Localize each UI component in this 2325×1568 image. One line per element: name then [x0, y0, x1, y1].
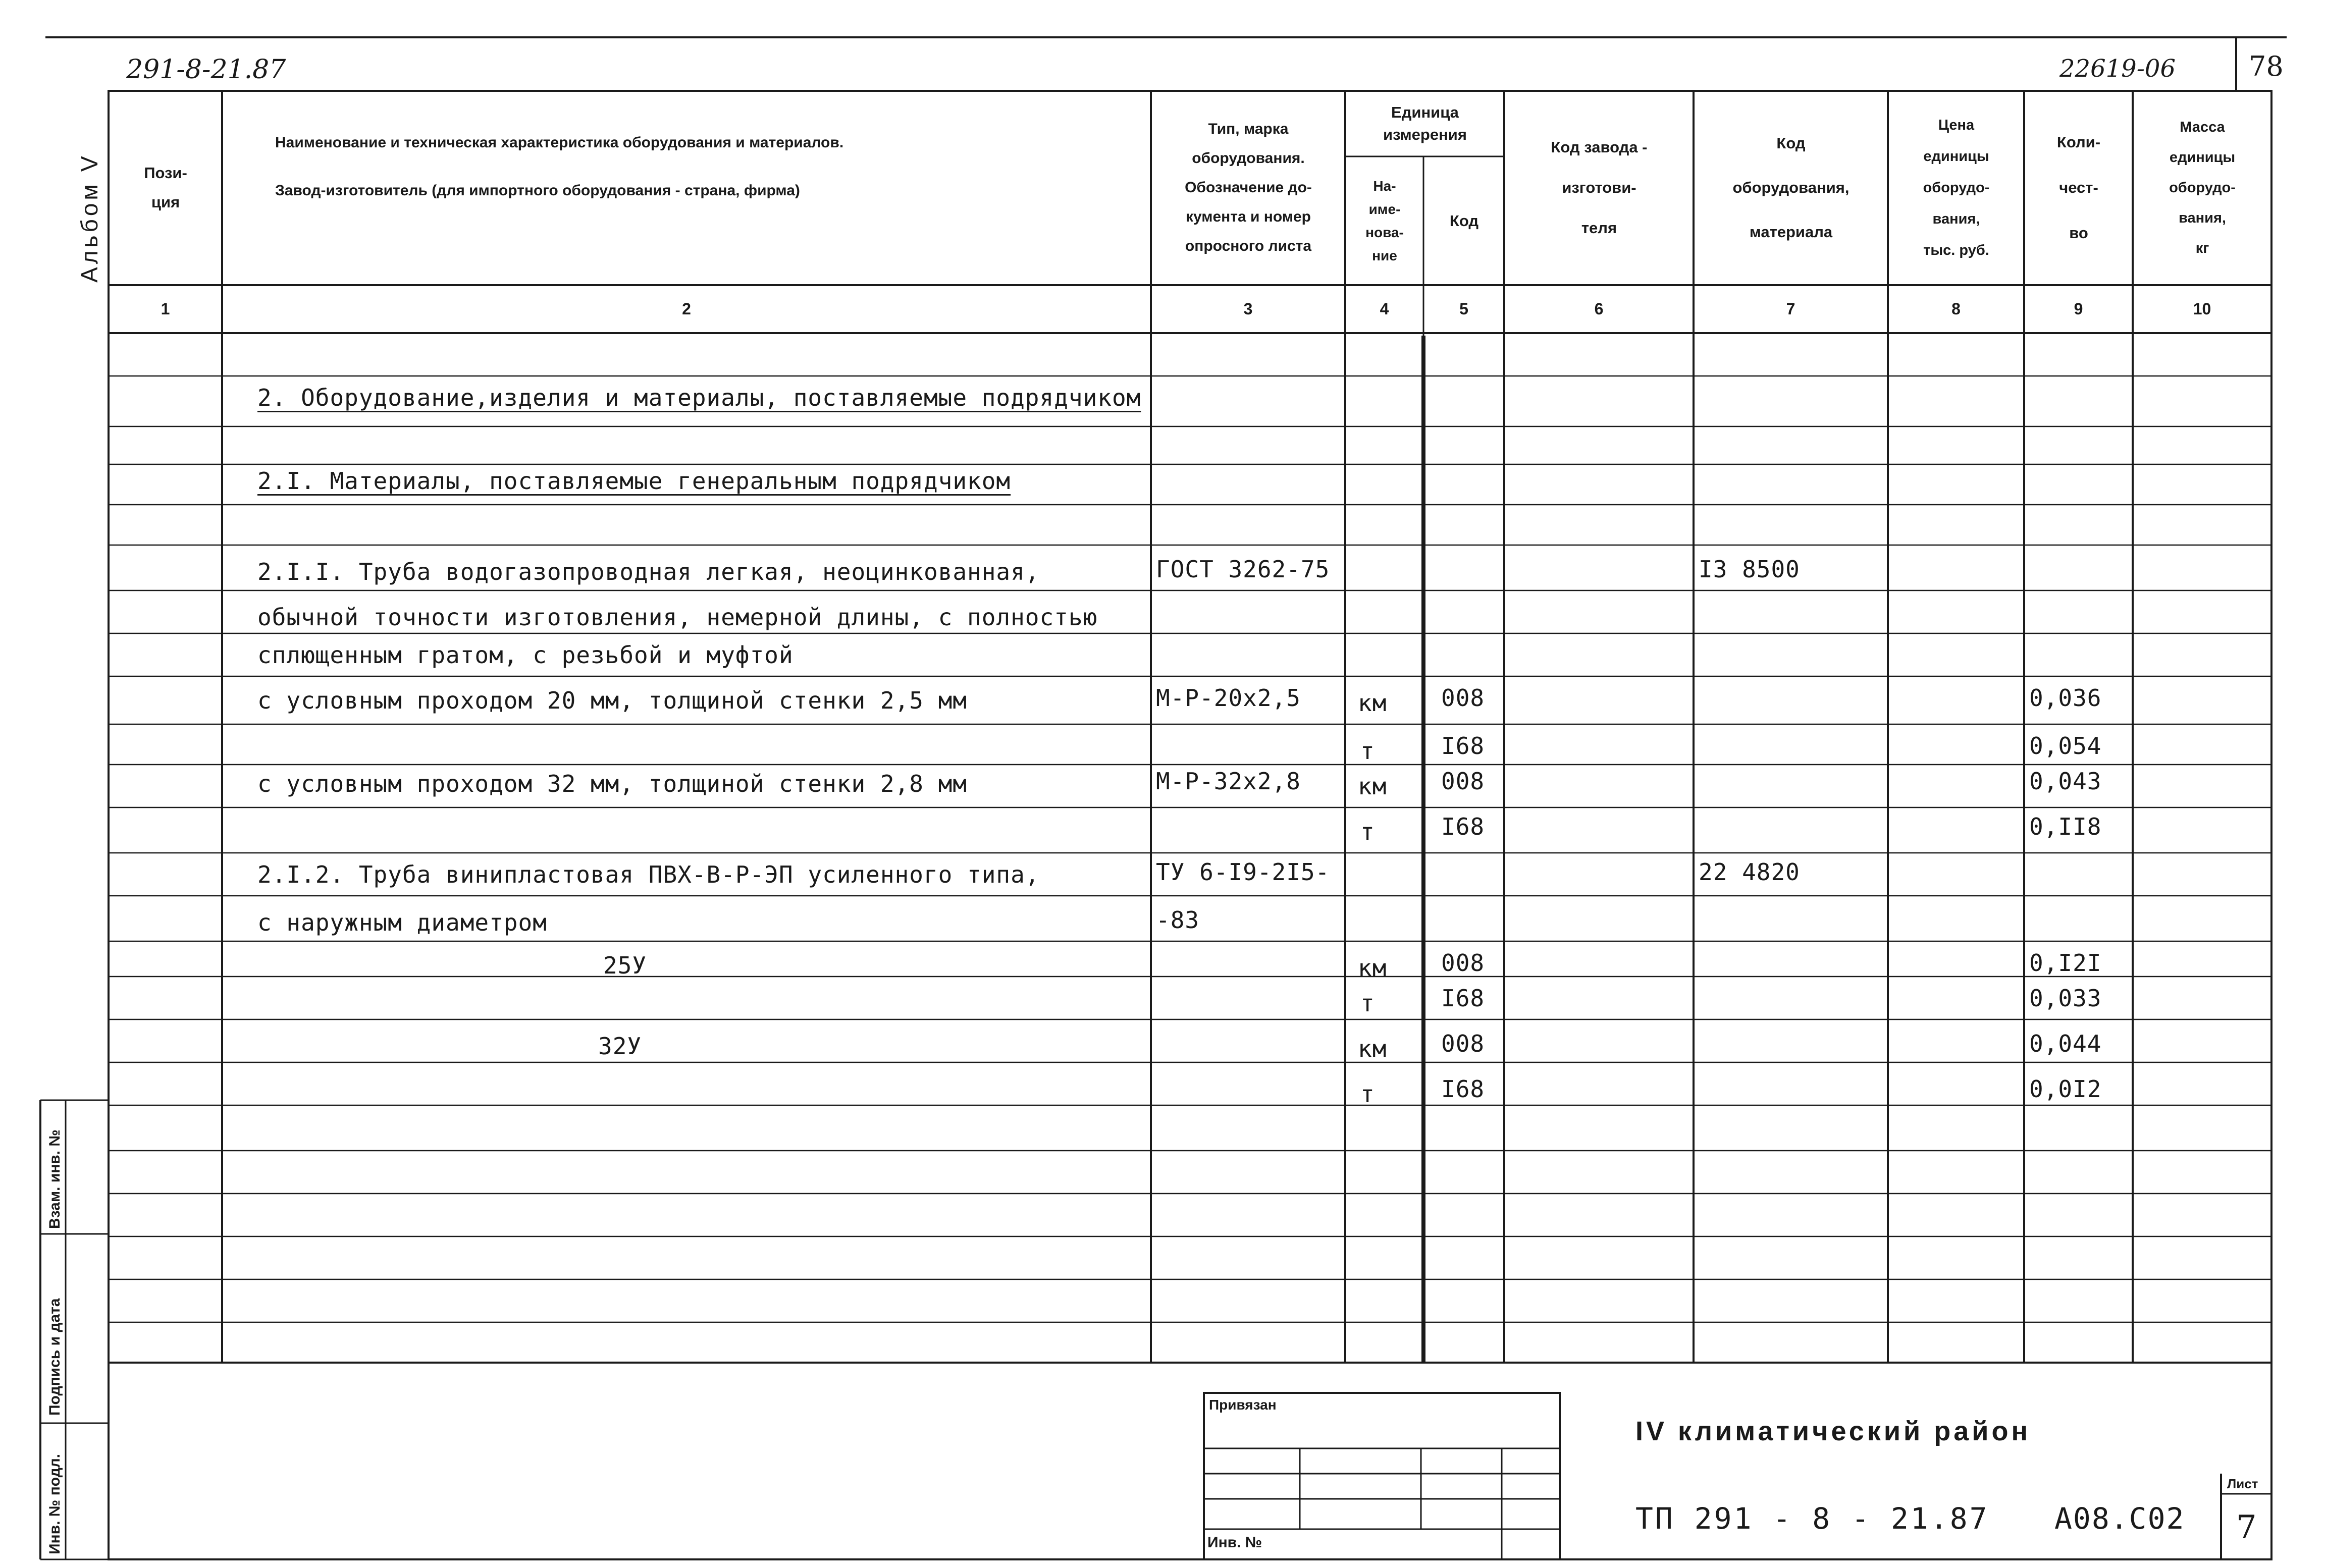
item-2-1-1-name: 2.I.I. Труба водогазопроводная легкая, неоцинкованная, — [257, 558, 1040, 585]
item-dn32-unit-code: 008 — [1441, 768, 1485, 795]
header-position-text: Пози- ция — [144, 164, 187, 211]
climate-region-title: IV климатический район — [1635, 1416, 2031, 1446]
item-dn20-type: М-Р-20х2,5 — [1156, 684, 1301, 712]
item-32u-unit: км — [1358, 1035, 1387, 1062]
item-dn32-t-unit: т — [1360, 818, 1375, 845]
header-equipment-code-text: Код оборудования, материала — [1732, 134, 1850, 241]
column-number-10: 10 — [2193, 300, 2211, 318]
header-quantity-text: Коли- чест- во — [2056, 133, 2101, 242]
item-25u-unit-code: 008 — [1441, 949, 1485, 977]
item-dn20-t-unit: т — [1360, 737, 1375, 765]
item-2-1-1-desc-line2: обычной точности изготовления, немерной длины, с полностью — [257, 604, 1098, 631]
album-label: Альбом V — [76, 153, 102, 283]
header-quantity — [2026, 92, 2132, 284]
header-type — [1152, 92, 1344, 284]
sheet-label: Лист — [2227, 1476, 2258, 1491]
item-dn20-t-unit-code: I68 — [1441, 732, 1485, 760]
item-2-1-2-type: ТУ 6-I9-2I5- — [1156, 858, 1330, 886]
sheet-number: 7 — [2236, 1509, 2257, 1546]
header-unit-code-text: Код — [1449, 211, 1479, 230]
header-factory-code — [1506, 92, 1693, 284]
doc-code-right: 22619-06 — [2059, 55, 2176, 83]
item-dn32-name: с условным проходом 32 мм, толщиной стенки 2,8 мм — [257, 770, 968, 797]
item-dn20-t-quantity: 0,054 — [2029, 732, 2102, 760]
header-unit-name-text: На- име- нова- ние — [1365, 178, 1404, 263]
project-code: ТП 291 - 8 - 21.87 — [1635, 1501, 1989, 1536]
header-name — [275, 119, 1143, 214]
header-name-line1: Наименование и техническая характеристика оборудования и материалов. — [275, 134, 844, 151]
item-25u-quantity: 0,I2I — [2029, 949, 2102, 977]
side-label-inv-podl: Инв. № подл. — [46, 1453, 63, 1554]
item-dn32-unit: км — [1358, 773, 1387, 800]
album-code: А08.С02 — [2054, 1501, 2185, 1536]
item-2-1-1-code: I3 8500 — [1699, 556, 1800, 583]
item-25u-t-quantity: 0,033 — [2029, 985, 2102, 1012]
item-32u-t-quantity: 0,0I2 — [2029, 1075, 2102, 1103]
item-dn32-t-unit-code: I68 — [1441, 813, 1485, 840]
item-25u-t-unit: т — [1360, 990, 1375, 1017]
item-2-1-1-desc-line3: сплющенным гратом, с резьбой и муфтой — [257, 641, 794, 669]
stamp-privyazan: Привязан — [1209, 1397, 1277, 1413]
header-type-text: Тип, марка оборудования. Обозначение до- кумента и номер опросного листа — [1185, 121, 1312, 254]
item-32u-name: 32У — [598, 1033, 642, 1060]
item-25u-t-unit-code: I68 — [1441, 985, 1485, 1012]
item-2-1-2-code: 22 4820 — [1699, 858, 1800, 886]
item-25u-name: 25У — [603, 952, 647, 979]
header-mass — [2134, 92, 2270, 284]
column-number-6: 6 — [1594, 300, 1604, 318]
header-price — [1889, 92, 2023, 284]
header-unit-code — [1425, 159, 1503, 283]
header-equipment-code — [1695, 92, 1887, 284]
header-unit — [1347, 93, 1503, 154]
item-32u-unit-code: 008 — [1441, 1030, 1485, 1057]
item-dn32-t-quantity: 0,II8 — [2029, 813, 2102, 840]
header-factory-code-text: Код завода - изготови- теля — [1551, 138, 1648, 237]
corner-page-number: 78 — [2249, 50, 2284, 82]
header-position — [110, 92, 221, 284]
column-number-1: 1 — [161, 300, 170, 318]
item-2-1-1-type: ГОСТ 3262-75 — [1156, 556, 1330, 583]
column-number-5: 5 — [1459, 300, 1468, 318]
item-32u-t-unit: т — [1360, 1080, 1375, 1108]
item-2-1-2-name: 2.I.2. Труба винипластовая ПВХ-В-Р-ЭП усиленного типа, — [257, 861, 1040, 888]
column-number-7: 7 — [1786, 300, 1795, 318]
side-label-podpis: Подпись и дата — [46, 1298, 63, 1416]
header-unit-text: Единица измерения — [1383, 103, 1467, 143]
item-2-1-2-desc-line2: с наружным диаметром — [257, 909, 547, 936]
column-number-9: 9 — [2074, 300, 2083, 318]
doc-code-left: 291-8-21.87 — [126, 55, 286, 85]
column-number-3: 3 — [1243, 300, 1253, 318]
header-mass-text: Масса единицы оборудо- вания, кг — [2169, 119, 2236, 256]
column-number-4: 4 — [1380, 300, 1389, 318]
item-2-1-2-type-cont: -83 — [1156, 906, 1200, 934]
header-unit-name — [1347, 159, 1422, 283]
side-label-vzam: Взам. инв. № — [46, 1129, 63, 1229]
item-32u-quantity: 0,044 — [2029, 1030, 2102, 1057]
header-price-text: Цена единицы оборудо- вания, тыс. руб. — [1923, 117, 1990, 258]
section-2-1-title: 2.I. Материалы, поставляемые генеральным подрядчиком — [257, 467, 1011, 495]
item-dn20-quantity: 0,036 — [2029, 684, 2102, 712]
column-number-8: 8 — [1951, 300, 1961, 318]
section-2-title: 2. Оборудование,изделия и материалы, поставляемые подрядчиком — [257, 384, 1141, 411]
column-number-2: 2 — [682, 300, 691, 318]
item-dn20-unit-code: 008 — [1441, 684, 1485, 712]
item-32u-t-unit-code: I68 — [1441, 1075, 1485, 1103]
item-25u-unit: км — [1358, 954, 1387, 982]
header-name-line2: Завод-изготовитель (для импортного оборудования - страна, фирма) — [275, 182, 800, 199]
item-dn20-name: с условным проходом 20 мм, толщиной стенки 2,5 мм — [257, 687, 968, 714]
stamp-inv-no: Инв. № — [1207, 1534, 1262, 1551]
item-dn32-quantity: 0,043 — [2029, 768, 2102, 795]
item-dn32-type: М-Р-32х2,8 — [1156, 768, 1301, 795]
item-dn20-unit: км — [1358, 689, 1387, 717]
